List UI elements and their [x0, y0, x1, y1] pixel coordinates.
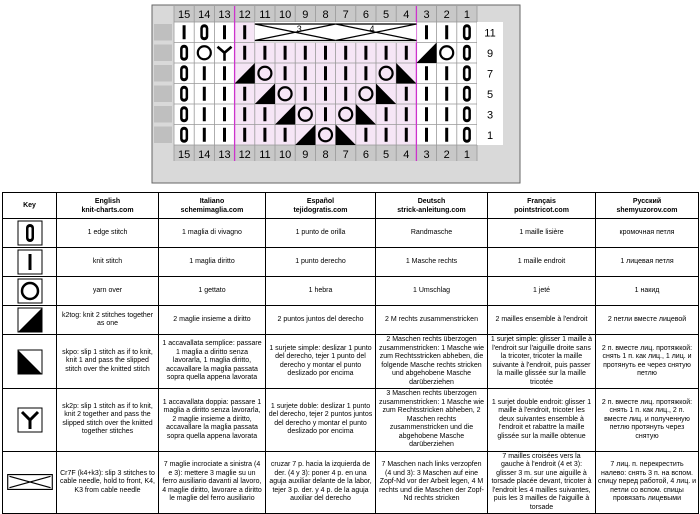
column-number: 13	[218, 149, 231, 161]
edge-stitch-hole	[183, 48, 186, 58]
row-marker-left	[154, 45, 172, 62]
table-cell: cruzar 7 p. hacia la izquierda de der. (4 y 3): poner 4 p. en una aguja auxiliar delante de la labor, tejer 3 p. der. y 4 p. de la aguja auxiliar del derecho	[266, 451, 376, 514]
table-cell: 1 hebra	[266, 277, 376, 306]
knit-stitch-symbol	[445, 66, 448, 80]
column-number: 7	[342, 9, 349, 21]
knit-stitch-symbol	[425, 128, 428, 142]
knit-stitch-symbol	[223, 87, 226, 101]
knit-stitch-symbol	[223, 25, 226, 39]
table-cell: 1 punto derecho	[266, 248, 376, 277]
cable-icon	[3, 451, 57, 514]
column-number: 2	[443, 9, 450, 21]
knit-stitch-symbol	[223, 66, 226, 80]
column-number: 12	[238, 149, 251, 161]
column-number: 7	[342, 149, 349, 161]
column-number: 11	[259, 149, 271, 161]
row-marker-left	[154, 24, 172, 41]
table-cell: Randmasche	[376, 219, 488, 248]
row-marker-left	[154, 86, 172, 103]
knit-stitch-symbol	[203, 128, 206, 142]
edge-stitch-hole	[183, 130, 186, 140]
table-row	[3, 277, 699, 306]
row-number: 9	[486, 47, 494, 60]
table-cell: 1 gettato	[159, 277, 266, 306]
knit-stitch-symbol	[344, 46, 347, 60]
table-cell: 1 surjete doble: deslizar 1 punto del derecho, tejer 2 puntos juntos del derecho y montar el punto deslizado por encima	[266, 389, 376, 452]
table-row	[3, 306, 699, 335]
knit-stitch-symbol	[243, 128, 246, 142]
table-row	[3, 451, 699, 514]
table-cell: 1 accavallata doppia: passare 1 maglia a diritto senza lavorarla, 2 maglie insieme a diritto, accavallare la maglia passata sopra quella appena lavorata	[159, 389, 266, 452]
knit-stitch-symbol	[284, 66, 287, 80]
table-cell: 1 maille lisière	[488, 219, 596, 248]
edge-stitch-hole	[183, 89, 186, 99]
knit-stitch-symbol	[445, 25, 448, 39]
skpo-icon	[3, 335, 57, 389]
table-row	[3, 335, 699, 389]
yarn-over-icon	[3, 277, 57, 306]
column-number: 8	[322, 149, 329, 161]
column-number: 2	[443, 149, 450, 161]
header-italiano: Italiano schemimaglia.com	[159, 193, 266, 219]
column-number: 10	[278, 149, 292, 161]
knit-stitch-symbol	[304, 87, 307, 101]
column-number: 15	[177, 149, 191, 161]
table-cell: 7 лиц. п. перекрестить налево: снять 3 п. на вспом. спицу перед работой, 4 лиц. и петли со вспом. спицы провязать лицевыми	[596, 451, 699, 514]
row-number-band	[477, 22, 503, 145]
table-row	[3, 389, 699, 452]
knit-stitch-symbol	[223, 107, 226, 121]
column-number: 5	[383, 149, 390, 161]
header-english: English knit-charts.com	[57, 193, 159, 219]
column-number: 1	[463, 9, 470, 21]
column-number: 4	[403, 149, 410, 161]
header-russian: Русский shemyuzorov.com	[596, 193, 699, 219]
knit-stitch-symbol	[263, 46, 266, 60]
table-cell: Cr7F (k4+k3): slip 3 stitches to cable needle, hold to front, K4, K3 from cable needle	[57, 451, 159, 514]
knit-stitch-symbol	[405, 46, 408, 60]
table-cell: 1 Umschlag	[376, 277, 488, 306]
column-number: 8	[322, 9, 329, 21]
knit-stitch-symbol	[243, 87, 246, 101]
column-number: 13	[218, 9, 231, 21]
table-cell: 1 surjet simple: glisser 1 maille à l'endroit sur l'aiguille droite sans la tricoter, tricoter la maille suivante à l'endroit, puis passer la maille glissée sur la maille tricotée	[488, 335, 596, 389]
column-number: 10	[278, 9, 292, 21]
edge-stitch-hole	[183, 109, 186, 119]
knit-stitch-symbol	[364, 46, 367, 60]
k2tog-icon	[3, 306, 57, 335]
row-number: 7	[486, 68, 494, 81]
table-cell: 2 M rechts zusammenstricken	[376, 306, 488, 335]
knit-stitch-symbol	[324, 87, 327, 101]
knit-stitch-symbol	[304, 66, 307, 80]
table-cell: 2 puntos juntos del derecho	[266, 306, 376, 335]
table-cell: 2 петли вместе лицевой	[596, 306, 699, 335]
knit-stitch-symbol	[344, 87, 347, 101]
column-number: 1	[463, 149, 470, 161]
table-cell: 7 mailles croisées vers la gauche à l'endroit (4 et 3): glisser 3 m. sur une aiguille à torsade placée devant, tricoter à l'endroit les 4 mailles suivantes, puis les 3 mailles de l'aiguille à torsade	[488, 451, 596, 514]
table-cell: 1 accavallata semplice: passare 1 maglia a diritto senza lavorarla, 1 maglia diritto, accavallare la maglia passata sopra quella appena lavorata	[159, 335, 266, 389]
column-number: 3	[423, 9, 430, 21]
knit-stitch-symbol	[284, 46, 287, 60]
knit-stitch-symbol	[284, 128, 287, 142]
table-cell: 1 maille endroit	[488, 248, 596, 277]
stitch-key-table	[2, 192, 699, 514]
edge-stitch-hole	[465, 48, 468, 58]
column-number: 9	[302, 149, 309, 161]
knit-stitch-symbol	[385, 46, 388, 60]
knit-stitch-symbol	[425, 25, 428, 39]
edge-stitch-hole	[465, 27, 468, 37]
column-number: 11	[259, 9, 271, 21]
table-cell: 1 edge stitch	[57, 219, 159, 248]
header-francais: Français pointstricot.com	[488, 193, 596, 219]
table-cell: 1 surjet double endroit: glisser 1 maille à l'endroit, tricoter les deux suivantes ensemble à l'endroit et rabattre la maille glissée sur la maille obtenue	[488, 389, 596, 452]
header-key: Key	[3, 193, 57, 219]
table-cell: 2 maglie insieme a diritto	[159, 306, 266, 335]
knit-stitch-symbol	[445, 128, 448, 142]
table-row	[3, 248, 699, 277]
table-cell: 1 лицевая петля	[596, 248, 699, 277]
knit-stitch-symbol	[263, 107, 266, 121]
knit-stitch-symbol	[243, 107, 246, 121]
knit-stitch-symbol	[405, 87, 408, 101]
knit-stitch-symbol	[364, 66, 367, 80]
row-number: 1	[486, 129, 494, 142]
table-cell: 1 maglia diritto	[159, 248, 266, 277]
table-cell: 7 Maschen nach links verzopfen (4 und 3): 3 Maschen auf eine Zopf-Nd vor der Arbeit legen, 4 M rechts und die Maschen der Zopf-Nd rechts stricken	[376, 451, 488, 514]
table-cell: 2 mailles ensemble à l'endroit	[488, 306, 596, 335]
knit-stitch-symbol	[203, 66, 206, 80]
row-number: 3	[486, 109, 494, 122]
edge-stitch-icon	[3, 219, 57, 248]
edge-stitch-hole	[465, 130, 468, 140]
knit-stitch-symbol	[445, 107, 448, 121]
knit-stitch-symbol	[344, 66, 347, 80]
column-number: 6	[362, 149, 369, 161]
column-number: 3	[423, 149, 430, 161]
header-espanol: Español tejidogratis.com	[266, 193, 376, 219]
table-cell: кромочная петля	[596, 219, 699, 248]
column-number: 4	[403, 9, 410, 21]
sk2p-icon	[3, 389, 57, 452]
knit-stitch-symbol	[425, 66, 428, 80]
table-cell: k2tog: knit 2 stitches together as one	[57, 306, 159, 335]
knit-stitch-symbol	[183, 25, 186, 39]
knit-stitch-icon	[3, 248, 57, 277]
header-deutsch: Deutsch strick-anleitung.com	[376, 193, 488, 219]
cable-label: 4	[369, 24, 375, 34]
row-marker-left	[154, 65, 172, 82]
knit-stitch-symbol	[223, 128, 226, 142]
table-cell: 1 накид	[596, 277, 699, 306]
table-cell: skpo: slip 1 stitch as if to knit, knit 1 and pass the slipped stitch over the knitted stitch	[57, 335, 159, 389]
table-cell: 1 jeté	[488, 277, 596, 306]
table-cell: 1 Masche rechts	[376, 248, 488, 277]
table-cell: 3 Maschen rechts überzogen zusammenstricken: 1 Masche wie zum Rechtsstricken abheben, 2 Maschen rechts zusammenstricken und die abgehobene Masche darüberziehen	[376, 389, 488, 452]
knit-stitch-symbol	[425, 87, 428, 101]
table-cell: knit stitch	[57, 248, 159, 277]
table-cell: 1 surjete simple: deslizar 1 punto del derecho, tejer 1 punto del derecho y montar el punto deslizado por encima	[266, 335, 376, 389]
column-number: 12	[238, 9, 251, 21]
knit-stitch-symbol	[203, 87, 206, 101]
row-number: 11	[484, 27, 496, 40]
knit-stitch-symbol	[243, 25, 246, 39]
column-number: 14	[198, 9, 211, 21]
column-number: 15	[177, 9, 191, 21]
table-cell: yarn over	[57, 277, 159, 306]
knitting-chart	[0, 0, 700, 190]
column-number: 5	[383, 9, 390, 21]
knit-stitch-symbol	[385, 128, 388, 142]
edge-stitch-hole	[203, 27, 206, 37]
knit-stitch-symbol	[405, 128, 408, 142]
knit-stitch-symbol	[445, 87, 448, 101]
table-cell: 1 maglia di vivagno	[159, 219, 266, 248]
edge-stitch-hole	[465, 68, 468, 78]
knit-stitch-symbol	[405, 107, 408, 121]
edge-stitch-hole	[465, 89, 468, 99]
cable-cell	[255, 22, 417, 43]
table-cell: 2 Maschen rechts überzogen zusammenstricken: 1 Masche wie zum Rechtsstricken abheben, die folgende Masche rechts stricken und abgehobene Masche darüberziehen	[376, 335, 488, 389]
knit-stitch-symbol	[425, 107, 428, 121]
knit-stitch-symbol	[304, 46, 307, 60]
row-marker-left	[154, 127, 172, 144]
table-cell: sk2p: slip 1 stitch as if to knit, knit 2 together and pass the slipped stitch over the knitted together stitches	[57, 389, 159, 452]
table-cell: 7 maglie incrociate a sinistra (4 e 3): mettere 3 maglie su un ferro ausiliario davanti al lavoro, 4 maglie diritto, lavorare a diritto le maglie del ferro ausiliario	[159, 451, 266, 514]
table-cell: 2 п. вместе лиц. протяжкой: снять 1 п. как лиц., 1 лиц. и протянуть ее через снятую петлю	[596, 335, 699, 389]
knit-stitch-symbol	[324, 107, 327, 121]
cable-label: 3	[296, 24, 302, 34]
table-row	[3, 219, 699, 248]
knit-stitch-symbol	[324, 46, 327, 60]
knit-stitch-symbol	[263, 128, 266, 142]
column-number: 9	[302, 9, 309, 21]
table-cell: 2 п. вместе лиц. протяжкой: снять 1 п. как лиц., 2 п. вместе лиц. и полученную петлю протянуть через снятую	[596, 389, 699, 452]
row-marker-left	[154, 106, 172, 123]
edge-stitch-hole	[183, 68, 186, 78]
table-cell: 1 punto de orilla	[266, 219, 376, 248]
row-number: 5	[486, 88, 494, 101]
knit-stitch-symbol	[364, 128, 367, 142]
edge-stitch-hole	[465, 109, 468, 119]
table-header-row	[3, 193, 699, 219]
column-number: 6	[362, 9, 369, 21]
knit-stitch-symbol	[324, 66, 327, 80]
knit-stitch-symbol	[243, 46, 246, 60]
column-number: 14	[198, 149, 211, 161]
knit-stitch-symbol	[203, 107, 206, 121]
knit-stitch-symbol	[385, 107, 388, 121]
